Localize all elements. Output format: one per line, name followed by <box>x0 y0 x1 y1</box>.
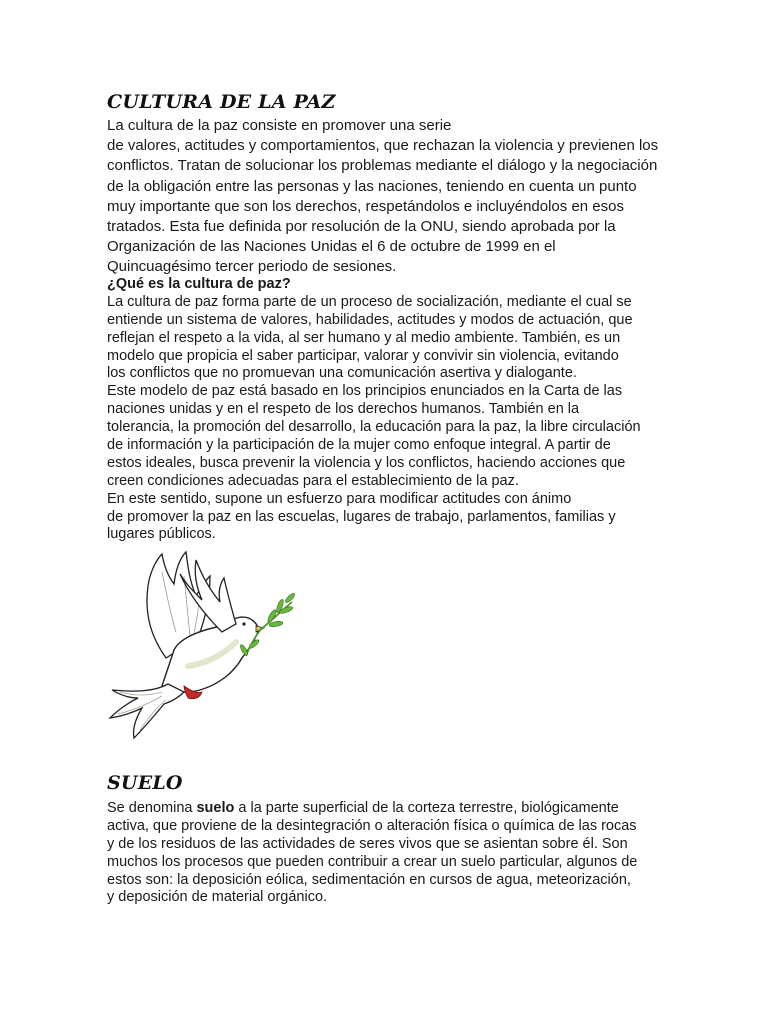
cultura-title: CULTURA DE LA PAZ <box>107 91 336 113</box>
text-line: de información y la participación de la mujer como enfoque integral. A partir de <box>107 437 611 454</box>
text-line: de la obligación entre las personas y las naciones, teniendo en cuenta un punto <box>107 177 637 195</box>
text-line: modelo que propicia el saber participar, valorar y convivir sin violencia, evitando <box>107 347 619 364</box>
text-line: de promover la paz en las escuelas, lugares de trabajo, parlamentos, familias y <box>107 508 616 525</box>
text-line: lugares públicos. <box>107 526 216 543</box>
text-span: Se denomina <box>107 800 197 816</box>
text-line: de valores, actitudes y comportamientos, que rechazan la violencia y previenen los <box>107 137 659 155</box>
text-line: y de los residuos de las actividades de seres vivos que se asientan sobre él. Son <box>107 835 628 852</box>
text-line: los conflictos que no promuevan una comunicación asertiva y dialogante. <box>107 365 577 382</box>
text-line: La cultura de paz forma parte de un proceso de socialización, mediante el cual se <box>107 293 632 310</box>
suelo-term: suelo <box>196 800 235 816</box>
text-line: tratados. Esta fue definida por resolución de la ONU, siendo aprobada por la <box>107 217 616 235</box>
suelo-paragraph <box>107 800 667 907</box>
text-line: estos ideales, busca prevenir la violencia y los conflictos, haciendo acciones que <box>107 454 626 471</box>
question-heading: ¿Qué es la cultura de paz? <box>107 276 291 292</box>
text-line: y deposición de material orgánico. <box>107 889 328 906</box>
text-line: entiende un sistema de valores, habilidades, actitudes y modos de actuación, que <box>107 311 633 328</box>
text-line: muy importante que son los derechos, respetándolos e incluyéndolos en esos <box>107 197 624 215</box>
text-line: creen condiciones adecuadas para el establecimiento de la paz. <box>107 472 519 489</box>
cultura-question-section <box>107 276 667 544</box>
dove-of-peace-icon <box>104 546 296 742</box>
text-line: La cultura de la paz consiste en promover una serie <box>107 117 452 134</box>
cultura-intro-paragraph <box>107 116 667 278</box>
text-line: conflictos. Tratan de solucionar los problemas mediante el diálogo y la negociación <box>107 157 658 175</box>
text-line: Quincuagésimo tercer periodo de sesiones. <box>107 258 397 276</box>
text-line: muchos los procesos que pueden contribuir a crear un suelo particular, algunos de <box>107 853 638 870</box>
text-span: a la parte superficial de la corteza terrestre, biológicamente <box>234 800 619 816</box>
text-line <box>107 800 667 818</box>
text-line: reflejan el respeto a la vida, al ser humano y al medio ambiente. También, es un <box>107 329 621 346</box>
suelo-title: SUELO <box>107 772 183 794</box>
text-line: Este modelo de paz está basado en los principios enunciados en la Carta de las <box>107 383 623 400</box>
text-line: En este sentido, supone un esfuerzo para modificar actitudes con ánimo <box>107 490 572 507</box>
text-line: Organización de las Naciones Unidas el 6 de octubre de 1999 en el <box>107 238 556 256</box>
text-line: estos son: la deposición eólica, sedimentación en cursos de agua, meteorización, <box>107 871 631 888</box>
text-line: tolerancia, la promoción del desarrollo, la educación para la paz, la libre circulación <box>107 419 641 436</box>
text-line: naciones unidas y en el respeto de los derechos humanos. También en la <box>107 401 580 418</box>
dove-eye <box>242 622 245 625</box>
text-line: activa, que proviene de la desintegración o alteración física o química de las rocas <box>107 817 637 834</box>
